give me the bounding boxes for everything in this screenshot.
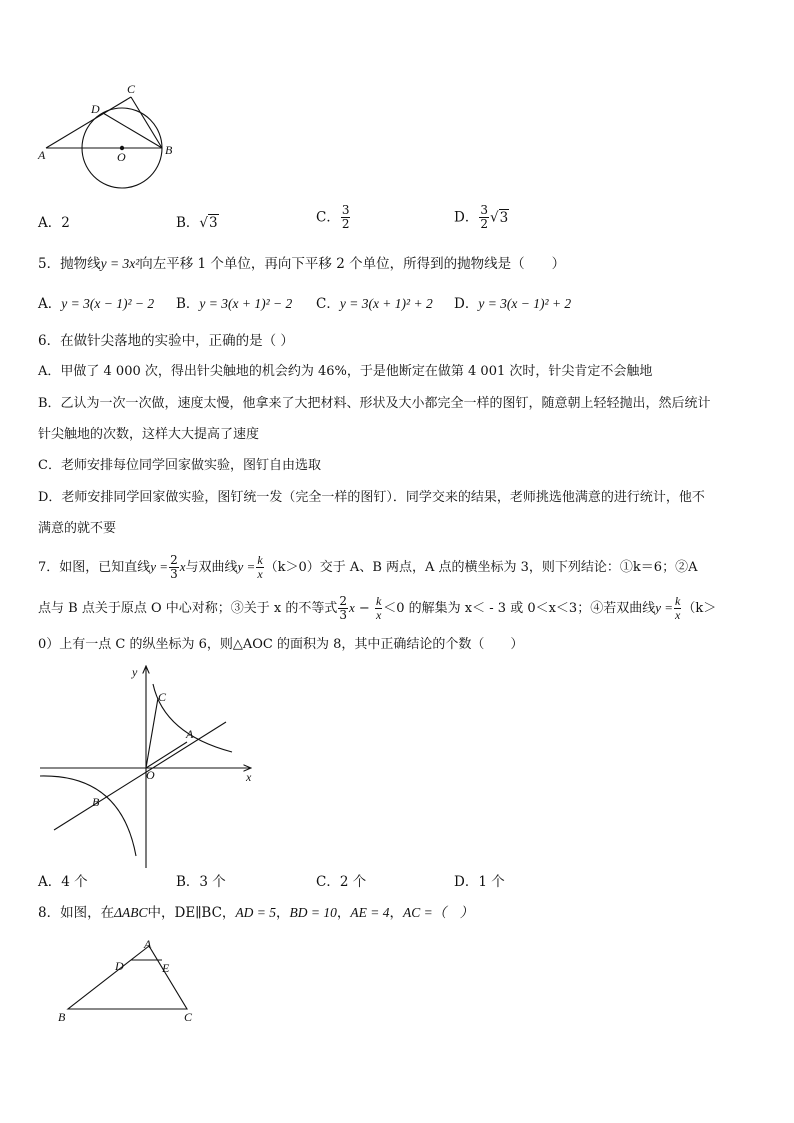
q4-option-b[interactable]: B．√3	[176, 215, 218, 231]
label-o: O	[146, 768, 155, 782]
q7-stem-line3: 0）上有一点 C 的纵坐标为 6，则△AOC 的面积为 8，其中正确结论的个数（ ）	[38, 637, 524, 652]
q4-option-a[interactable]: A．2	[38, 215, 70, 231]
q7-option-a[interactable]: A．4 个	[38, 874, 88, 890]
q4-option-d[interactable]: D． $\frac{3}{2}$ √3	[454, 203, 509, 231]
label-d: D	[91, 102, 100, 116]
q6-option-d-line2: 满意的就不要	[38, 521, 117, 536]
label-b: B	[58, 1010, 66, 1024]
q6-option-a[interactable]: A．甲做了 4 000 次，得出针尖触地的机会约为 46%，于是他断定在做第 4 001 次时，针尖肯定不会触地	[38, 364, 653, 379]
q6-stem: 6．在做针尖落地的实验中，正确的是（ ）	[38, 333, 294, 349]
label-a: A	[144, 937, 152, 951]
q5-option-a[interactable]: A．y = 3(x − 1)² − 2	[38, 296, 155, 312]
q7-option-d[interactable]: D．1 个	[454, 874, 505, 890]
label-x: x	[246, 770, 252, 784]
q7-option-c[interactable]: C．2 个	[316, 874, 367, 890]
label-c: C	[127, 82, 136, 96]
q6-option-d-line1[interactable]: D．老师安排同学回家做实验，图钉统一发（完全一样的图钉）．同学交来的结果，老师挑选他满意的进行统计，他不	[38, 490, 705, 505]
figure-q7-graph	[36, 660, 266, 870]
label-a: A	[38, 148, 46, 162]
q6-option-c[interactable]: C．老师安排每位同学回家做实验，图钉自由选取	[38, 458, 321, 473]
label-c: C	[158, 690, 167, 704]
q5-stem: 5．抛物线y = 3x²向左平移 1 个单位，再向下平移 2 个单位，所得到的抛物线是（ ）	[38, 256, 566, 272]
label-c: C	[184, 1010, 193, 1024]
figure-q4-circle	[30, 78, 190, 190]
q5-option-c[interactable]: C．y = 3(x + 1)² + 2	[316, 296, 433, 312]
q6-option-b-line1[interactable]: B．乙认为一次一次做，速度太慢，他拿来了大把材料、形状及大小都完全一样的图钉，随意朝上轻轻抛出，然后统计	[38, 396, 711, 411]
label-a: A	[186, 727, 194, 741]
q7-stem-line2: 点与 B 点关于原点 O 中心对称；③关于 x 的不等式 $\frac{2}{3}$ x − $\frac{k}{x}$ ＜0 的解集为 x＜ - 3 或 0＜x＜3；④若双曲线y = $\frac{k}{x}$ （k＞	[38, 594, 717, 622]
label-y: y	[132, 665, 138, 679]
q6-option-b-line2: 针尖触地的次数，这样大大提高了速度	[38, 427, 260, 442]
q5-option-d[interactable]: D．y = 3(x − 1)² + 2	[454, 296, 572, 312]
label-b: B	[165, 143, 173, 157]
q8-stem: 8．如图，在ΔABC中，DE∥BC，AD = 5，BD = 10，AE = 4，AC =（ ）	[38, 905, 474, 921]
label-o: O	[117, 150, 126, 164]
q5-option-b[interactable]: B．y = 3(x + 1)² − 2	[176, 296, 293, 312]
q7-option-b[interactable]: B．3 个	[176, 874, 226, 890]
label-b: B	[92, 795, 100, 809]
figure-q8-triangle	[52, 936, 212, 1028]
label-d: D	[115, 959, 124, 973]
q7-stem-line1: 7．如图，已知直线y = $\frac{2}{3}$ x与双曲线y = $\frac{k}{x}$ （k＞0）交于 A、B 两点，A 点的横坐标为 3，则下列结论：①k＝6；②A	[38, 553, 698, 581]
q4-option-c[interactable]: C． $\frac{3}{2}$	[316, 203, 350, 231]
label-e: E	[162, 961, 170, 975]
